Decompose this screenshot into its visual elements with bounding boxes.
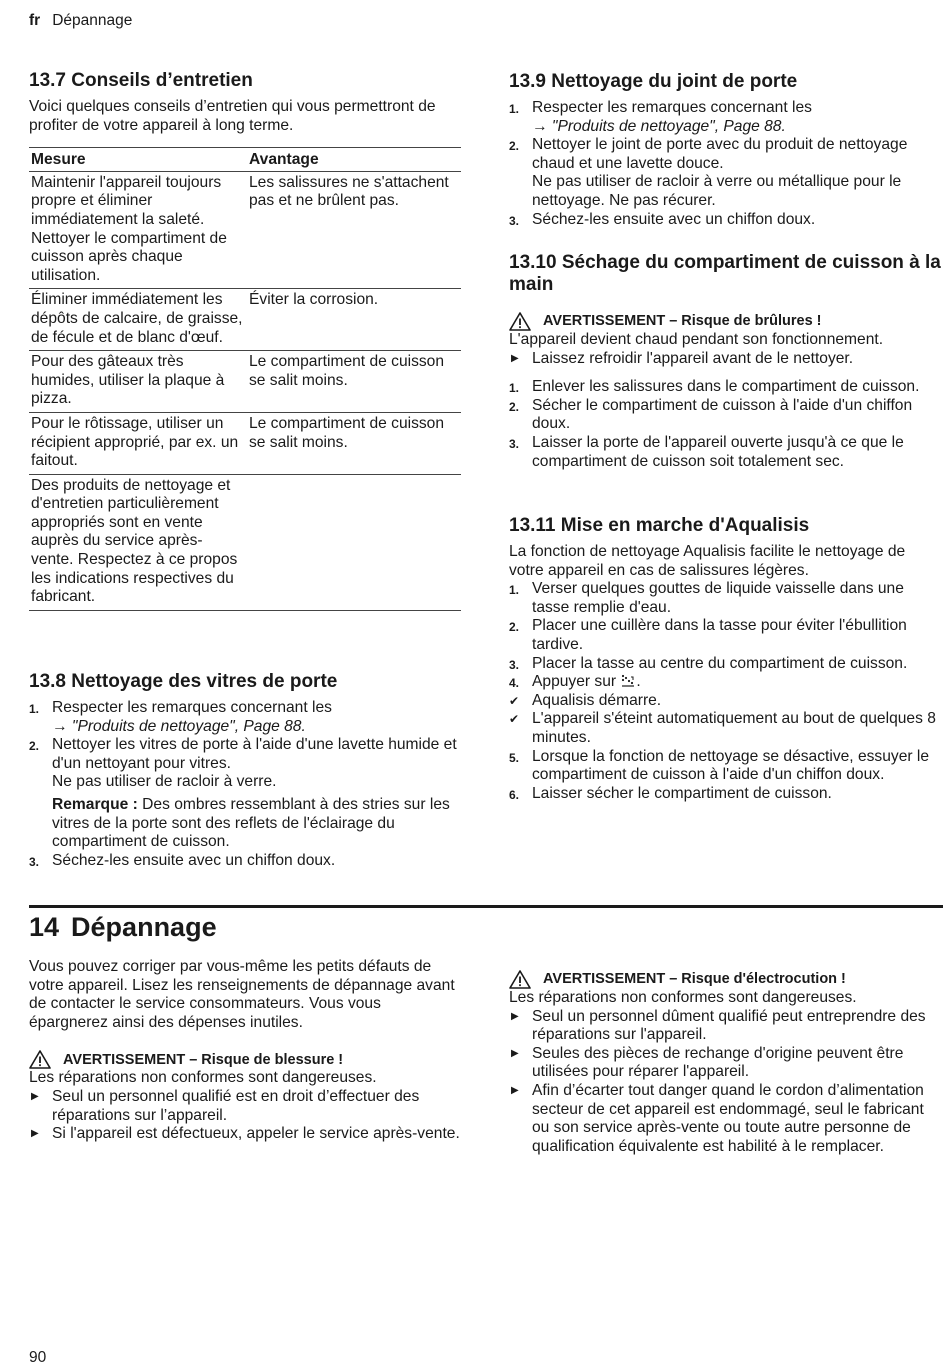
step-item <box>509 617 941 654</box>
aqualisis-icon <box>620 674 636 687</box>
step-text: Séchez-les ensuite avec un chiffon doux. <box>532 210 816 228</box>
step-text: Enlever les salissures dans le compartiment de cuisson. <box>532 378 920 396</box>
warning-triangle-icon <box>509 970 531 989</box>
step-extra-text: Ne pas utiliser de racloir à verre. <box>52 773 277 791</box>
bullet-item <box>509 1045 941 1082</box>
bullet-triangle-icon: ▶ <box>511 1010 519 1022</box>
table-cell-measure: Éliminer immédiatement les dépôts de calcaire, de graisse, de fécule et de blanc d'œuf. <box>29 289 247 351</box>
step-item <box>509 378 941 397</box>
section-13-10 <box>509 252 941 471</box>
step-number: 1. <box>509 102 520 116</box>
chapter-14-right <box>509 970 941 1156</box>
warning-bullets <box>509 350 941 369</box>
steps-list <box>509 378 941 471</box>
chapter-title: Dépannage <box>71 912 217 942</box>
steps-list <box>509 99 941 229</box>
bullet-item <box>509 350 941 369</box>
warning-triangle-icon <box>29 1050 51 1069</box>
section-13-11-title: 13.11 Mise en marche d'Aqualisis <box>509 515 810 536</box>
warning-bullets <box>29 1088 461 1144</box>
steps-list <box>29 699 461 870</box>
bullet-triangle-icon: ▶ <box>31 1090 39 1102</box>
bullet-text: Laissez refroidir l'appareil avant de le nettoyer. <box>532 349 854 367</box>
result-item <box>509 710 941 747</box>
result-item <box>509 692 941 711</box>
section-13-10-title: 13.10 Séchage du compartiment de cuisson à la main <box>509 252 941 295</box>
bullet-triangle-icon: ▶ <box>511 1047 519 1059</box>
warning-bullets <box>509 1008 941 1157</box>
step-item <box>509 136 941 210</box>
step-number: 1. <box>509 583 520 598</box>
step-number: 2. <box>29 739 40 754</box>
section-13-7 <box>29 70 461 611</box>
step-item <box>509 99 941 136</box>
table-cell-benefit <box>247 474 461 610</box>
language-code: fr <box>29 12 41 29</box>
warning-triangle-icon <box>509 312 531 331</box>
header-section: Dépannage <box>52 12 133 29</box>
maintenance-table <box>29 147 461 611</box>
step-number: 4. <box>509 676 520 691</box>
step-number: 1. <box>29 702 40 716</box>
bullet-item <box>509 1008 941 1045</box>
step-number: 6. <box>509 787 520 802</box>
step-text: Respecter les remarques concernant les <box>532 99 812 116</box>
table-row <box>29 412 461 474</box>
section-13-9 <box>509 71 941 229</box>
bullet-text: Seul un personnel qualifié est en droit d’effectuer des réparations sur l’appareil. <box>52 1087 420 1124</box>
result-text: L'appareil s'éteint automatiquement au bout de quelques 8 minutes. <box>532 710 936 746</box>
table-cell-benefit: Le compartiment de cuisson se salit moins. <box>247 412 461 474</box>
step-text: Respecter les remarques concernant les <box>52 699 332 716</box>
column-header-measure: Mesure <box>29 148 247 172</box>
warning-heading <box>29 1050 461 1069</box>
step-item <box>509 655 941 674</box>
page-number: 90 <box>29 1349 47 1366</box>
step-number: 5. <box>509 750 520 765</box>
table-cell-benefit: Éviter la corrosion. <box>247 289 461 351</box>
steps-list <box>509 580 941 803</box>
bullet-triangle-icon: ▶ <box>511 352 519 364</box>
chapter-14-title <box>29 910 217 944</box>
warning-title: AVERTISSEMENT – Risque d'électrocution ! <box>543 971 846 988</box>
table-row <box>29 171 461 289</box>
warning-text: Les réparations non conformes sont dangereuses. <box>29 1069 377 1087</box>
bullet-text: Si l'appareil est défectueux, appeler le service après-vente. <box>52 1125 460 1143</box>
section-13-8 <box>29 671 461 870</box>
step-number: 2. <box>509 620 520 635</box>
cross-reference-link[interactable]: → "Produits de nettoyage", Page 88. <box>532 117 786 135</box>
column-header-benefit: Avantage <box>247 148 461 172</box>
cross-reference-link[interactable]: → "Produits de nettoyage", Page 88. <box>52 717 306 735</box>
table-row <box>29 289 461 351</box>
step-number: 3. <box>29 854 40 869</box>
step-text: Placer la tasse au centre du compartiment de cuisson. <box>532 654 908 672</box>
chapter-number: 14 <box>29 912 60 942</box>
step-item: 4. Appuyer sur . <box>509 673 941 692</box>
step-text: Sécher le compartiment de cuisson à l'aide d'un chiffon doux. <box>532 396 913 433</box>
warning-text: Les réparations non conformes sont dangereuses. <box>509 989 857 1006</box>
warning-title: AVERTISSEMENT – Risque de blessure ! <box>63 1051 344 1068</box>
table-cell-benefit: Les salissures ne s'attachent pas et ne brûlent pas. <box>247 171 461 289</box>
step-item <box>509 434 941 471</box>
bullet-text: Afin d’écarter tout danger quand le cordon d’alimentation secteur de cet appareil est endommagé, seul le fabricant ou son service après-vente ou toute autre personne de qualification équivalente est habilité à le remplacer. <box>532 1081 924 1155</box>
step-text: Nettoyer les vitres de porte à l'aide d'une lavette humide et d'un nettoyant pour vitres. <box>52 736 457 772</box>
step-number: 3. <box>509 213 520 228</box>
warning-title: AVERTISSEMENT – Risque de brûlures ! <box>543 313 822 330</box>
section-13-8-title: 13.8 Nettoyage des vitres de porte <box>29 671 338 692</box>
checkmark-icon: ✔ <box>509 693 520 708</box>
table-header-row <box>29 148 461 172</box>
section-13-11 <box>509 515 941 803</box>
section-13-11-intro: La fonction de nettoyage Aqualisis facilite le nettoyage de votre appareil en cas de salissures légères. <box>509 543 906 579</box>
bullet-item <box>509 1082 941 1156</box>
step-item <box>509 580 941 617</box>
table-cell-measure: Pour des gâteaux très humides, utiliser la plaque à pizza. <box>29 351 247 413</box>
step-item <box>509 748 941 785</box>
chapter-14-left <box>29 958 461 1144</box>
table-row <box>29 474 461 610</box>
step-text: Lorsque la fonction de nettoyage se désactive, essuyer le compartiment de cuisson à l'aide d'un chiffon doux. <box>532 747 930 784</box>
warning-text: L'appareil devient chaud pendant son fonctionnement. <box>509 331 884 348</box>
step-number: 2. <box>509 399 520 414</box>
section-13-7-intro: Voici quelques conseils d’entretien qui vous permettront de profiter de votre appareil à long terme. <box>29 98 436 134</box>
step-item <box>29 852 461 871</box>
warning-heading <box>509 970 941 989</box>
bullet-text: Seul un personnel dûment qualifié peut entreprendre des réparations sur l'appareil. <box>532 1007 926 1044</box>
table-cell-measure: Des produits de nettoyage et d'entretien particulièrement appropriés sont en vente auprès du service après-vente. Respectez à ce propos les indications respectives du fabricant. <box>29 474 247 610</box>
result-text: Aqualisis démarre. <box>532 691 662 709</box>
bullet-item <box>29 1088 461 1125</box>
step-item <box>509 397 941 434</box>
running-header <box>29 12 132 31</box>
checkmark-icon: ✔ <box>509 712 520 727</box>
step-text: Verser quelques gouttes de liquide vaisselle dans une tasse remplie d'eau. <box>532 580 904 616</box>
bullet-triangle-icon: ▶ <box>511 1084 519 1096</box>
table-cell-measure: Maintenir l'appareil toujours propre et éliminer immédiatement la saleté. Nettoyer le compartiment de cuisson après chaque utilisation. <box>29 171 247 289</box>
step-item <box>29 736 461 852</box>
step-text: Laisser sécher le compartiment de cuisson. <box>532 784 832 802</box>
chapter-divider <box>29 905 943 908</box>
step-item <box>509 785 941 804</box>
table-row <box>29 351 461 413</box>
note-text: Des ombres ressemblant à des stries sur les vitres de la porte sont des reflets de l'éclairage du compartiment de cuisson. <box>52 795 450 851</box>
step-text: Laisser la porte de l'appareil ouverte jusqu'à ce que le compartiment de cuisson soit totalement sec. <box>532 433 904 470</box>
chapter-14-intro: Vous pouvez corriger par vous-même les petits défauts de votre appareil. Lisez les renseignements de dépannage avant de contacter le service consommateurs. Vous vous épargnerez ainsi des dépenses inutiles. <box>29 958 455 1031</box>
step-text: Nettoyer le joint de porte avec du produit de nettoyage chaud et une lavette douce. <box>532 136 908 172</box>
step-item <box>509 211 941 230</box>
step-text: Placer une cuillère dans la tasse pour éviter l'ébullition tardive. <box>532 617 907 653</box>
bullet-text: Seules des pièces de rechange d'origine peuvent être utilisées pour réparer l'appareil. <box>532 1044 904 1081</box>
table-cell-benefit: Le compartiment de cuisson se salit moins. <box>247 351 461 413</box>
step-number: 1. <box>509 381 520 396</box>
table-cell-measure: Pour le rôtissage, utiliser un récipient approprié, par ex. un faitout. <box>29 412 247 474</box>
section-13-7-title: 13.7 Conseils d’entretien <box>29 70 253 91</box>
step-number: 2. <box>509 139 520 154</box>
warning-heading <box>509 312 941 331</box>
step-number: 3. <box>509 657 520 672</box>
note <box>52 796 461 852</box>
step-number: 3. <box>509 436 520 451</box>
note-label: Remarque : <box>52 795 138 813</box>
step-item <box>29 699 461 736</box>
section-13-9-title: 13.9 Nettoyage du joint de porte <box>509 71 798 92</box>
bullet-triangle-icon: ▶ <box>31 1128 39 1140</box>
step-text: Appuyer sur <box>532 673 617 691</box>
step-extra-text: Ne pas utiliser de racloir à verre ou métallique pour le nettoyage. Ne pas récurer. <box>532 173 902 209</box>
step-text: Séchez-les ensuite avec un chiffon doux. <box>52 851 336 869</box>
bullet-item <box>29 1125 461 1144</box>
